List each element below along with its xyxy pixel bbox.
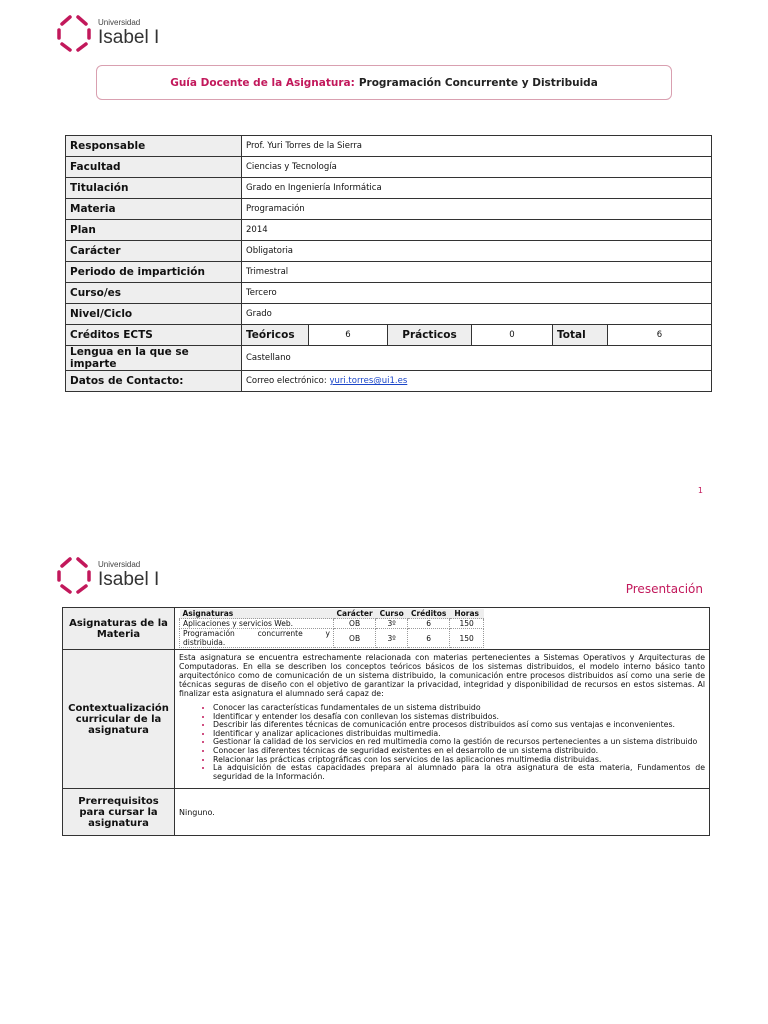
asignaturas-materia-label: Asignaturas de la Materia <box>63 608 175 650</box>
total-label: Total <box>553 325 608 346</box>
presentation-table <box>62 607 710 836</box>
table-row <box>180 629 484 648</box>
teoricos-label: Teóricos <box>242 325 309 346</box>
contexto-value <box>175 650 710 789</box>
logo-small-text: Universidad <box>98 560 141 569</box>
col-asignaturas: Asignaturas <box>180 609 334 619</box>
subject-creditos: 6 <box>408 619 450 629</box>
guide-title-subject: Programación Concurrente y Distribuida <box>358 76 598 89</box>
table-row <box>63 608 710 650</box>
table-row <box>63 789 710 836</box>
titulacion-value: Grado en Ingeniería Informática <box>242 178 712 199</box>
titulacion-label: Titulación <box>66 178 242 199</box>
subject-curso: 3º <box>376 619 408 629</box>
table-row <box>66 346 712 371</box>
page-number: 1 <box>697 486 703 495</box>
plan-value: 2014 <box>242 220 712 241</box>
table-row <box>63 650 710 789</box>
document-page-2 <box>0 512 768 1024</box>
list-item: • Identificar y entender los desafía con conllevan los sistemas distribuidos. <box>213 713 705 722</box>
facultad-label: Facultad <box>66 157 242 178</box>
prerrequisitos-value: Ninguno. <box>175 789 710 836</box>
list-item: • Gestionar la calidad de los servicios en red multimedia como la gestión de recursos pertenecientes a un sistema distribuido <box>213 738 705 747</box>
practicos-label: Prácticos <box>388 325 472 346</box>
table-row <box>66 220 712 241</box>
table-row <box>66 325 712 346</box>
table-row <box>66 371 712 392</box>
table-row <box>66 283 712 304</box>
curso-value: Tercero <box>242 283 712 304</box>
contacto-label: Datos de Contacto: <box>66 371 242 392</box>
subject-horas: 150 <box>450 619 484 629</box>
col-creditos: Créditos <box>408 609 450 619</box>
logo-small-text: Universidad <box>98 18 141 27</box>
col-curso: Curso <box>376 609 408 619</box>
list-item: • Describir las diferentes técnicas de comunicación entre procesos distribuidos así como sus ventajas e inconvenientes. <box>213 721 705 730</box>
contacto-prefix: Correo electrónico: <box>246 376 327 386</box>
university-logo <box>56 554 159 596</box>
section-title: Presentación <box>625 582 703 596</box>
table-row <box>66 157 712 178</box>
subjects-subtable <box>179 609 484 648</box>
list-item: • Relacionar las prácticas criptográficas con los servicios de las aplicaciones multimedia distribuidas. <box>213 756 705 765</box>
contexto-paragraph: Esta asignatura se encuentra estrechamente relacionada con materias pertenecientes a Sistemas Operativos y Arquitecturas de Computadoras. En ella se describen los conceptos teóricos básicos de los sistemas distribuidos, el modelo interno básico tanto arquitectónico como de comunicación de un sistema distribuido, la comunicación entre procesos distribuidos así como una serie de técnicas seguras de diseño con el objetivo de garantizar la privacidad, integridad y disponibilidad de recursos en estos sistemas. Al finalizar esta asignatura el alumnado será capaz de: <box>179 653 705 698</box>
list-item: • Conocer las diferentes técnicas de seguridad existentes en el desarrollo de un sistema distribuido. <box>213 747 705 756</box>
responsable-value: Prof. Yuri Torres de la Sierra <box>242 136 712 157</box>
list-item: • Identificar y analizar aplicaciones distribuidas multimedia. <box>213 730 705 739</box>
table-row <box>180 619 484 629</box>
logo-big-text: Isabel I <box>98 27 160 48</box>
periodo-value: Trimestral <box>242 262 712 283</box>
practicos-value: 0 <box>472 325 553 346</box>
table-row <box>66 241 712 262</box>
contact-email-link[interactable]: yuri.torres@ui1.es <box>329 376 408 386</box>
asignaturas-materia-value <box>175 608 710 650</box>
teoricos-value: 6 <box>309 325 388 346</box>
table-row <box>66 199 712 220</box>
subject-caracter: OB <box>334 629 376 648</box>
facultad-value: Ciencias y Tecnología <box>242 157 712 178</box>
subject-horas: 150 <box>450 629 484 648</box>
nivel-label: Nivel/Ciclo <box>66 304 242 325</box>
contacto-value <box>242 371 712 392</box>
university-logo <box>56 12 159 54</box>
subject-creditos: 6 <box>408 629 450 648</box>
subject-name: Aplicaciones y servicios Web. <box>180 619 334 629</box>
list-item: • Conocer las características fundamentales de un sistema distribuido <box>213 704 705 713</box>
guide-title-prefix: Guía Docente de la Asignatura: <box>170 76 355 89</box>
caracter-label: Carácter <box>66 241 242 262</box>
logo-mark-icon <box>56 12 92 54</box>
materia-value: Programación <box>242 199 712 220</box>
periodo-label: Periodo de impartición <box>66 262 242 283</box>
lengua-label: Lengua en la que se imparte <box>66 346 242 371</box>
course-info-table <box>65 135 712 392</box>
creditos-label: Créditos ECTS <box>66 325 242 346</box>
total-value: 6 <box>608 325 712 346</box>
lengua-value: Castellano <box>242 346 712 371</box>
table-row <box>66 262 712 283</box>
table-row <box>66 178 712 199</box>
table-row <box>66 304 712 325</box>
table-row <box>180 609 484 619</box>
objectives-list <box>179 704 705 781</box>
plan-label: Plan <box>66 220 242 241</box>
col-caracter: Carácter <box>334 609 376 619</box>
logo-mark-icon <box>56 554 92 596</box>
subject-curso: 3º <box>376 629 408 648</box>
contexto-label: Contextualización curricular de la asignatura <box>63 650 175 789</box>
responsable-label: Responsable <box>66 136 242 157</box>
guide-title-box <box>96 65 672 100</box>
table-row <box>66 136 712 157</box>
logo-big-text: Isabel I <box>98 569 160 590</box>
curso-label: Curso/es <box>66 283 242 304</box>
materia-label: Materia <box>66 199 242 220</box>
subject-name: Programación concurrente y distribuida. <box>180 629 334 648</box>
subject-caracter: OB <box>334 619 376 629</box>
caracter-value: Obligatoria <box>242 241 712 262</box>
col-horas: Horas <box>450 609 484 619</box>
prerrequisitos-label: Prerrequisitos para cursar la asignatura <box>63 789 175 836</box>
list-item: • La adquisición de estas capacidades prepara al alumnado para la otra asignatura de esta materia, Fundamentos de seguridad de la Información. <box>213 764 705 781</box>
nivel-value: Grado <box>242 304 712 325</box>
